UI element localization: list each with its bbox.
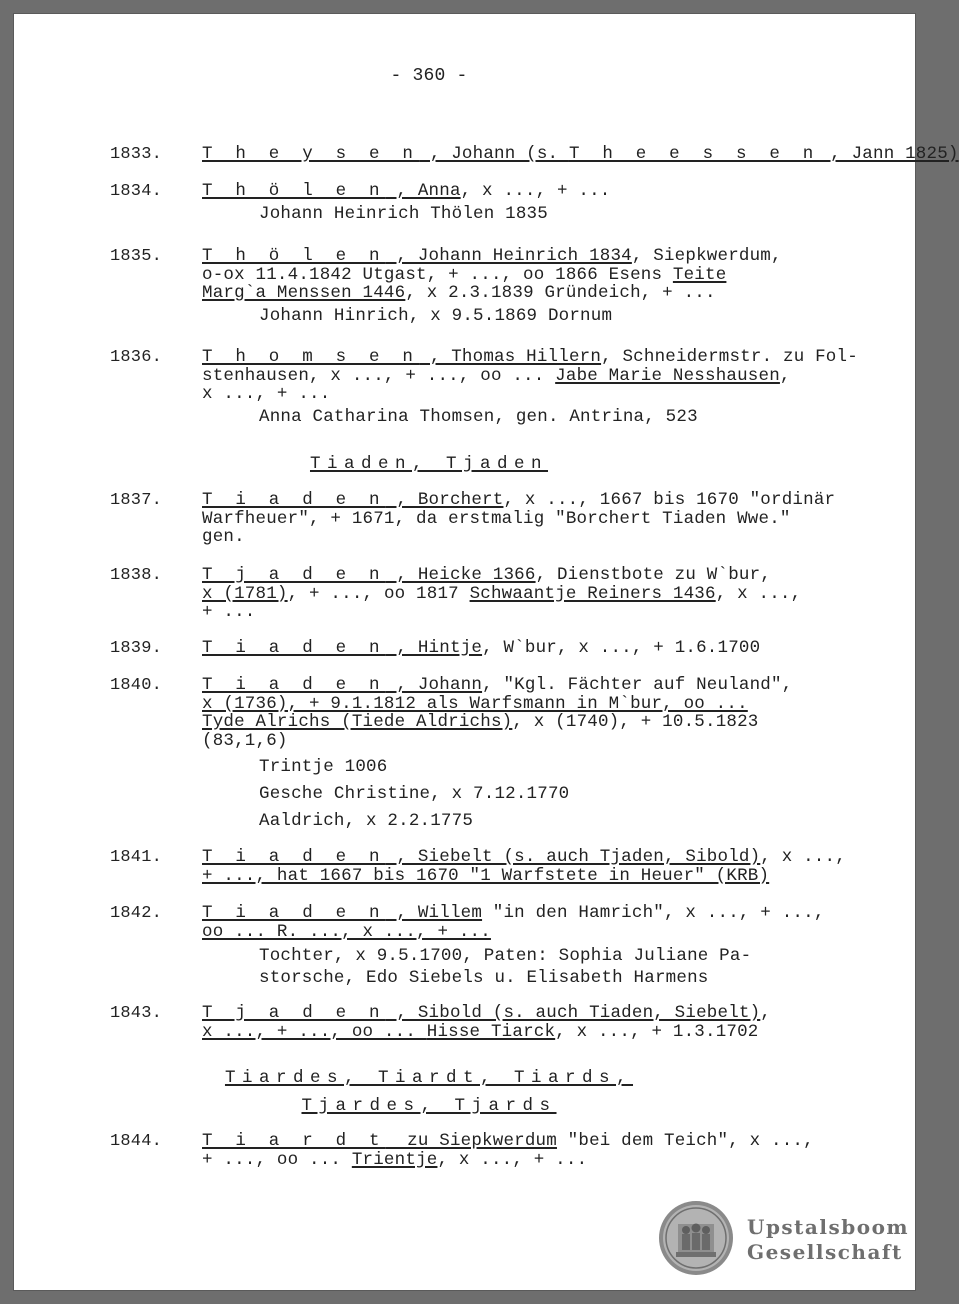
entry-number: 1840. [110, 676, 163, 695]
entry-number: 1844. [110, 1132, 163, 1151]
surname: T j a d e n [202, 565, 386, 585]
entry-number: 1833. [110, 145, 163, 164]
child-line: Johann Heinrich Thölen 1835 [259, 203, 548, 224]
child-line: storsche, Edo Siebels u. Elisabeth Harmens [259, 968, 709, 988]
child-line: Trintje 1006 [259, 757, 388, 777]
entry-number: 1834. [110, 182, 163, 201]
seal-logo-icon [658, 1200, 734, 1276]
surname: T i a d e n [202, 847, 386, 867]
surname: T i a d e n [202, 490, 386, 510]
entry-number: 1838. [110, 566, 163, 585]
entry-number: 1841. [110, 848, 163, 867]
surname: T i a d e n [202, 675, 386, 695]
surname: T h e y s e n [202, 144, 420, 164]
surname: T h e e s s e n [568, 144, 820, 164]
section-heading: Tjardes, Tjards [301, 1096, 557, 1116]
entry-number: 1843. [110, 1004, 163, 1023]
page-number: - 360 - [390, 66, 468, 86]
brand-name: Upstalsboom Gesellschaft [747, 1215, 910, 1264]
entry-number: 1836. [110, 348, 163, 367]
document-body: - 360 - 1833. T h e y s e n , Johann (s. T h e e s s e n , Jann 1825) 1834. T h ö l e n , Anna, x ..., + ... Johann Heinrich Thölen 1835 1835. T h ö l e n , Johann Heinrich 1834, Siepkwerdum, o-ox 11.4.1842 Utgast, + ..., oo 1866 Esens Teite Marg`a Menssen 1446, x 2.3.1839 Gründeich, + ... Johann Hinrich, x 9.5.1869 Dornum 1836. T h o m s e n , Thomas Hillern, Schneidermstr. zu Fol- stenhausen, x ..., + ..., oo ... Jabe Marie Nesshausen, x ..., + ... Anna Catharina Thomsen, gen. Antrina, 523 Tiaden, Tjaden 1837. T i a d e n , Borchert, x ..., 1667 bis 1670 "ordinär Warfheuer", + 1671, da erstmalig "Borchert Tiaden Wwe." gen. 1838. T j a d e n , Heicke 1366, Dienstbote zu W`bur, x (1781), + ..., oo 1817 Schwaantje Reiners 1436, x ..., + ... 1839. T i a d e n , Hintje, W`bur, x ..., + 1.6.1700 1840. T i a d e n , Johann, "Kgl. Fächter auf Neuland", x (1736), + 9.1.1812 als Warfsmann in M`bur, oo ... Tyde Alrichs (Tiede Aldrichs), x (1740), + 10.5.1823 (83,1,6) Trintje 1006 Gesche Christine, x 7.12.1770 Aaldrich, x 2.2.1775 1841. T i a d e n , Siebelt (s. auch Tjaden, Sibold), x ..., + ..., hat 1667 bis 1670 "1 Warfstete in Heuer" (KRB) 1842. T i a d e n , Willem "in den Hamrich", x ..., + ..., oo ... R. ..., x ..., + ... Tochter, x 9.5.1700, Paten: Sophia Juliane Pa- storsche, Edo Siebels u. Elisabeth Harmens 1843. T j a d e n , Sibold (s. auch Tiaden, Siebelt), x ..., + ..., oo ... Hisse Tiarck, x ..., + 1.3.1702 Tiardes, Tiardt, Tiards, Tjardes, Tjards 1844. T i a r d t zu Siepkwerdum "bei dem Teich", x ..., + ..., oo ... Trientje, x ..., + ... Upstalsboom Gesellschaft [14, 14, 915, 1290]
surname: T i a d e n [202, 903, 386, 923]
surname: T i a r d t [202, 1131, 386, 1151]
surname: T i a d e n [202, 638, 386, 658]
child-line: Gesche Christine, x 7.12.1770 [259, 784, 570, 804]
entry-number: 1839. [110, 639, 163, 658]
surname: T h ö l e n [202, 181, 386, 201]
child-line: Johann Hinrich, x 9.5.1869 Dornum [259, 305, 613, 326]
surname: T h ö l e n [202, 246, 386, 266]
surname: T j a d e n [202, 1003, 386, 1023]
surname: T h o m s e n [202, 347, 420, 367]
document-page [14, 14, 959, 1290]
child-line: Tochter, x 9.5.1700, Paten: Sophia Juliane Pa- [259, 946, 752, 966]
section-heading: Tiaden, Tjaden [309, 454, 549, 474]
section-heading: Tiardes, Tiardt, Tiards, [224, 1068, 634, 1088]
entry-number: 1842. [110, 904, 163, 923]
child-line: Anna Catharina Thomsen, gen. Antrina, 523 [259, 406, 698, 427]
entry-number: 1837. [110, 491, 163, 510]
entry-number: 1835. [110, 247, 163, 266]
child-line: Aaldrich, x 2.2.1775 [259, 811, 474, 831]
